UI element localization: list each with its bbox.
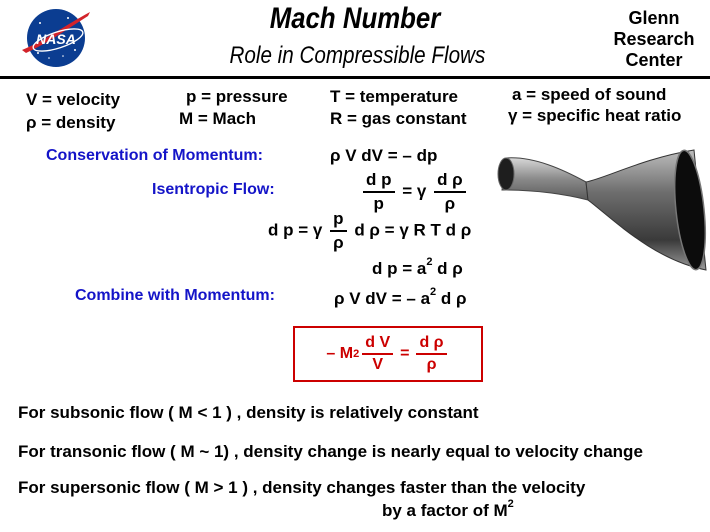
isen-mid: = γ: [402, 181, 427, 201]
org-line-3: Center: [625, 50, 683, 70]
supersonic-factor: [382, 498, 514, 521]
combine-label: Combine with Momentum:: [75, 287, 275, 304]
nozzle-inlet: [502, 158, 588, 200]
subsonic-statement: For subsonic flow ( M < 1 ) , density is relatively constant: [18, 403, 479, 422]
result-pre: – M: [326, 345, 354, 362]
dp-a2-pre: d p = a: [372, 259, 427, 278]
header-divider: [0, 76, 710, 79]
result-fraction-drho: [416, 334, 446, 374]
dp-a2-equation: [372, 256, 463, 279]
combine-post: d ρ: [436, 289, 467, 308]
momentum-label: Conservation of Momentum:: [46, 147, 263, 164]
def-temperature: T = temperature: [330, 87, 459, 106]
nozzle-illustration: [494, 148, 708, 282]
result-equals: =: [400, 345, 410, 362]
transonic-statement: For transonic flow ( M ~ 1) , density change is nearly equal to velocity change: [18, 442, 643, 461]
dp-lhs: d p = γ: [268, 220, 323, 240]
isentropic-label: Isentropic Flow:: [152, 181, 275, 198]
isentropic-fraction-drho: [434, 170, 466, 214]
result-box: [293, 326, 483, 382]
isen-den-1: p: [373, 194, 384, 213]
isen-num-1: d p: [363, 170, 395, 193]
logo-text: NASA: [36, 31, 76, 47]
momentum-equation: ρ V dV = – dp: [330, 146, 438, 165]
combine-exp: 2: [430, 286, 437, 298]
org-line-1: Glenn: [628, 8, 680, 28]
result-num-2: d ρ: [416, 334, 446, 355]
page-subtitle: Role in Compressible Flows: [229, 42, 486, 69]
result-fraction-dv: [362, 334, 393, 374]
nozzle-inlet-opening: [498, 158, 514, 190]
dp-equation: [268, 209, 471, 253]
page-title: Mach Number: [269, 2, 441, 35]
factor-pre: by a factor of M: [382, 501, 508, 520]
combine-equation: [334, 286, 467, 309]
factor-exp: 2: [507, 498, 514, 510]
result-exp: 2: [353, 348, 360, 360]
result-num-1: d V: [362, 334, 393, 355]
def-mach: M = Mach: [179, 109, 256, 128]
org-line-2: Research: [613, 29, 695, 49]
def-specific-heat: γ = specific heat ratio: [508, 106, 682, 125]
isentropic-fraction-dp: [363, 170, 395, 214]
supersonic-statement: For supersonic flow ( M > 1 ) , density changes faster than the velocity: [18, 478, 586, 497]
def-speed-of-sound: a = speed of sound: [512, 85, 667, 104]
org-name: [604, 8, 704, 71]
dp-fraction: [330, 209, 347, 253]
result-den-2: ρ: [426, 356, 437, 373]
result-equation: [295, 328, 481, 380]
isentropic-equation: [360, 170, 469, 214]
isen-den-2: ρ: [444, 194, 456, 213]
def-density: ρ = density: [26, 113, 116, 132]
isen-num-2: d ρ: [434, 170, 466, 193]
result-den-1: V: [372, 356, 383, 373]
combine-pre: ρ V dV = – a: [334, 289, 431, 308]
def-velocity: V = velocity: [26, 90, 121, 109]
dp-num: p: [330, 209, 346, 232]
def-pressure: p = pressure: [186, 87, 288, 106]
dp-a2-post: d ρ: [432, 259, 463, 278]
def-gas-constant: R = gas constant: [330, 109, 467, 128]
dp-a2-exp: 2: [426, 256, 433, 268]
dp-rhs: d ρ = γ R T d ρ: [354, 220, 472, 240]
dp-den: ρ: [333, 233, 344, 252]
